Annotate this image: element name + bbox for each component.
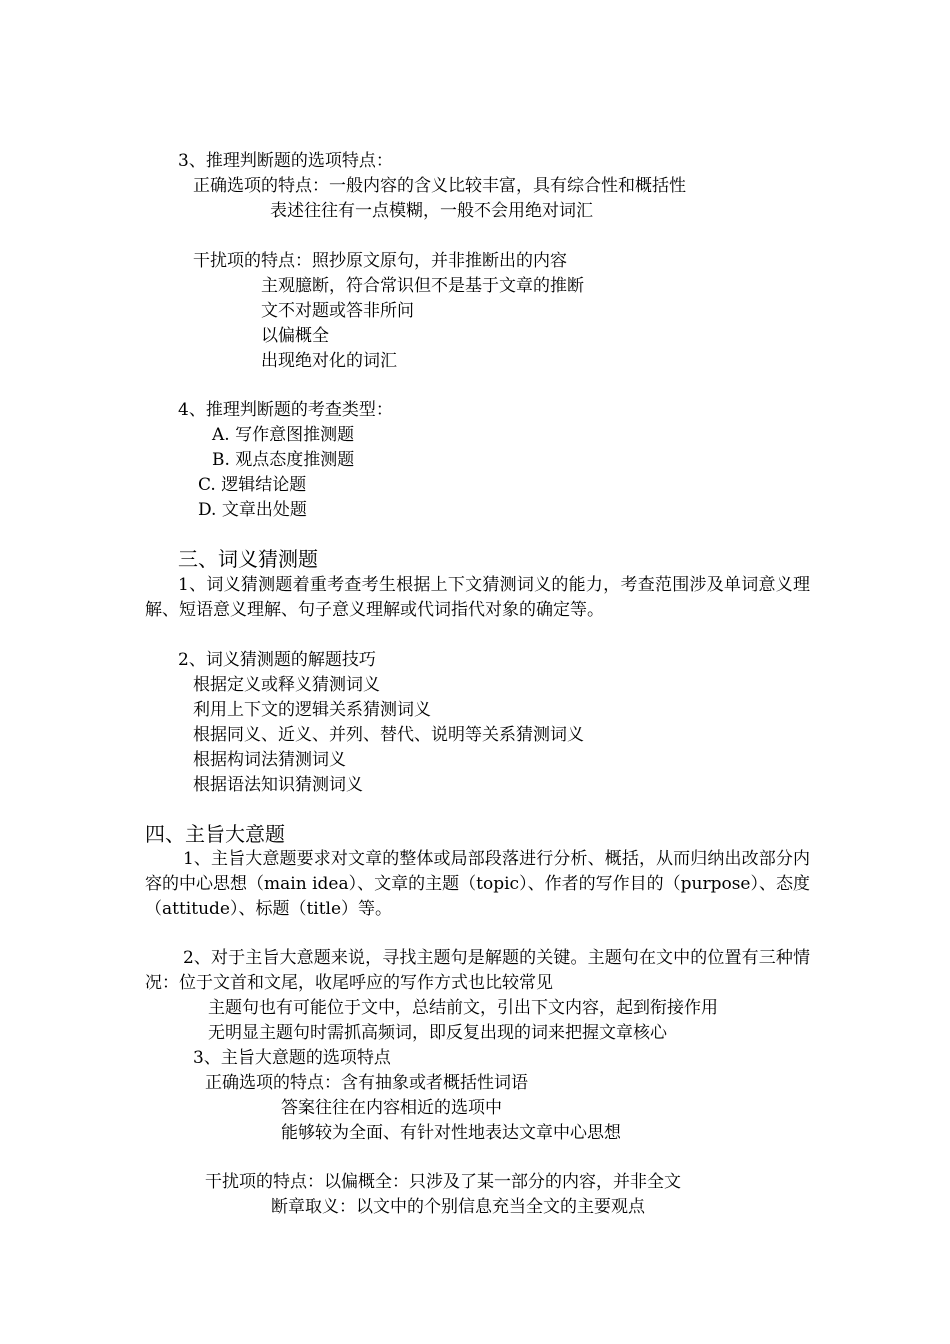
section4-distractor-line1: 干扰项的特点：以偏概全：只涉及了某一部分的内容，并非全文 — [205, 1172, 681, 1192]
s4-title: 4、推理判断题的考查类型： — [178, 400, 393, 420]
section4-correct-line3: 能够较为全面、有针对性地表达文章中心思想 — [281, 1123, 621, 1143]
section3-tip: 根据定义或释义猜测词义 — [193, 675, 380, 695]
section4-p2-line2: 主题句也有可能位于文中，总结前文，引出下文内容，起到衔接作用 — [208, 998, 718, 1018]
s3-distractor-item: 主观臆断，符合常识但不是基于文章的推断 — [261, 276, 584, 296]
s4-option: A. 写作意图推测题 — [212, 425, 355, 445]
s3-correct-line2: 表述往往有一点模糊，一般不会用绝对词汇 — [270, 201, 593, 221]
section4-correct-line2: 答案往往在内容相近的选项中 — [281, 1098, 502, 1118]
section4-paragraph2: 2、对于主旨大意题来说，寻找主题句是解题的关键。主题句在文中的位置有三种情况：位于文首和文尾，收尾呼应的写作方式也比较常见 — [145, 948, 810, 993]
section3-tip: 根据构词法猜测词义 — [193, 750, 346, 770]
section4-distractor-line2: 断章取义：以文中的个别信息充当全文的主要观点 — [271, 1197, 645, 1217]
section3-paragraph1: 1、词义猜测题着重考查考生根据上下文猜测词义的能力，考查范围涉及单词意义理解、短语意义理解、句子意义理解或代词指代对象的确定等。 — [145, 575, 810, 620]
section3-tip: 根据同义、近义、并列、替代、说明等关系猜测词义 — [193, 725, 584, 745]
section3-tip: 根据语法知识猜测词义 — [193, 775, 363, 795]
s4-option: C. 逻辑结论题 — [198, 475, 307, 495]
s3-distractor-item: 出现绝对化的词汇 — [261, 351, 397, 371]
s3-distractor-item: 以偏概全 — [261, 326, 329, 346]
section4-p2-line3: 无明显主题句时需抓高频词，即反复出现的词来把握文章核心 — [208, 1023, 667, 1043]
s3-distractor-item: 文不对题或答非所问 — [261, 301, 414, 321]
section3-tip: 利用上下文的逻辑关系猜测词义 — [193, 700, 431, 720]
section4-heading: 四、主旨大意题 — [145, 822, 285, 846]
section3-heading: 三、词义猜测题 — [178, 547, 318, 571]
section3-tips-title: 2、词义猜测题的解题技巧 — [178, 650, 376, 670]
section4-correct-line1: 正确选项的特点：含有抽象或者概括性词语 — [205, 1073, 528, 1093]
s4-option: D. 文章出处题 — [198, 500, 307, 520]
s3-title: 3、推理判断题的选项特点： — [178, 151, 393, 171]
s3-correct-line1: 正确选项的特点：一般内容的含义比较丰富，具有综合性和概括性 — [193, 176, 686, 196]
section4-paragraph1: 1、主旨大意题要求对文章的整体或局部段落进行分析、概括，从而归纳出改部分内容的中心思想（main idea）、文章的主题（topic）、作者的写作目的（purpose）、态度（attitude）、标题（title）等。 — [145, 849, 810, 919]
s3-distractor-line1: 干扰项的特点：照抄原文原句，并非推断出的内容 — [193, 251, 567, 271]
s4-option: B. 观点态度推测题 — [212, 450, 355, 470]
section4-p3-title: 3、主旨大意题的选项特点 — [193, 1048, 391, 1068]
